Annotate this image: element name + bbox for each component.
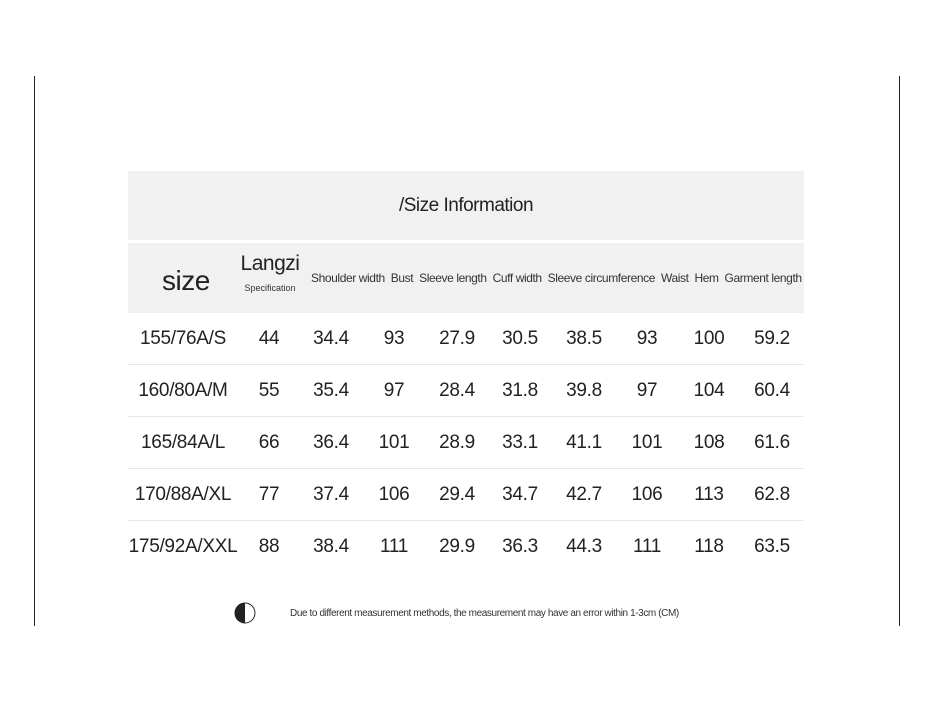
value-cell: 29.9	[439, 536, 475, 557]
table-row	[128, 469, 804, 521]
value-cell: 101	[378, 432, 410, 453]
size-cell: 155/76A/S	[139, 328, 227, 349]
value-cell: 34.7	[502, 484, 538, 505]
header-spec	[238, 249, 302, 293]
value-cell: 60.4	[754, 380, 790, 401]
value-cell: 113	[694, 484, 724, 505]
value-cell: 28.9	[439, 432, 475, 453]
value-cell: 34.4	[313, 328, 349, 349]
header-measure: Sleeve circumference	[547, 271, 656, 285]
value-cell: 101	[631, 432, 663, 453]
value-cell: 44.3	[566, 536, 602, 557]
table-body	[128, 313, 804, 572]
table-title: /Size Information	[128, 171, 804, 240]
value-cell: 59.2	[754, 328, 790, 349]
value-cell: 111	[633, 536, 661, 557]
value-cell: 66	[258, 432, 280, 453]
value-cell: 106	[378, 484, 410, 505]
value-cell: 44	[258, 328, 280, 349]
value-cell: 62.8	[754, 484, 790, 505]
size-cell: 175/92A/XXL	[128, 536, 238, 557]
value-cell: 93	[383, 328, 405, 349]
size-table	[128, 171, 804, 572]
value-cell: 35.4	[313, 380, 349, 401]
value-cell: 100	[693, 328, 725, 349]
value-cell: 97	[636, 380, 658, 401]
frame-right-line	[899, 76, 900, 626]
value-cell: 31.8	[502, 380, 538, 401]
note-text: Due to different measurement methods, the measurement may have an error within 1-3cm (CM)	[290, 607, 679, 619]
measurement-note	[234, 599, 714, 627]
value-cell: 61.6	[754, 432, 790, 453]
table-row	[128, 365, 804, 417]
value-cell: 30.5	[502, 328, 538, 349]
value-cell: 28.4	[439, 380, 475, 401]
header-size-label: size	[162, 265, 210, 296]
table-header	[128, 243, 804, 313]
value-cell: 29.4	[439, 484, 475, 505]
half-circle-icon	[234, 602, 256, 624]
header-measure: Garment length	[724, 271, 802, 285]
table-row	[128, 313, 804, 365]
value-cell: 88	[258, 536, 280, 557]
header-measure: Hem	[694, 271, 719, 285]
value-cell: 93	[636, 328, 658, 349]
table-row	[128, 521, 804, 572]
value-cell: 36.4	[313, 432, 349, 453]
header-measure: Cuff width	[492, 271, 542, 285]
size-cell: 165/84A/L	[141, 432, 225, 453]
value-cell: 27.9	[439, 328, 475, 349]
value-cell: 42.7	[566, 484, 602, 505]
value-cell: 55	[258, 380, 280, 401]
size-cell: 160/80A/M	[138, 380, 228, 401]
value-cell: 118	[694, 536, 724, 557]
header-spec-label: Langzi	[240, 252, 300, 275]
header-measure: Waist	[660, 271, 689, 285]
value-cell: 38.5	[566, 328, 602, 349]
value-cell: 33.1	[502, 432, 538, 453]
value-cell: 108	[693, 432, 725, 453]
table-row	[128, 417, 804, 469]
value-cell: 111	[380, 536, 408, 557]
value-cell: 97	[383, 380, 405, 401]
value-cell: 104	[693, 380, 725, 401]
value-cell: 39.8	[566, 380, 602, 401]
value-cell: 38.4	[313, 536, 349, 557]
header-measures	[311, 271, 805, 285]
header-spec-sub: Specification	[244, 283, 296, 293]
frame-left-line	[34, 76, 35, 626]
value-cell: 77	[258, 484, 280, 505]
value-cell: 106	[631, 484, 663, 505]
value-cell: 63.5	[754, 536, 790, 557]
value-cell: 37.4	[313, 484, 349, 505]
size-cell: 170/88A/XL	[134, 484, 232, 505]
value-cell: 36.3	[502, 536, 538, 557]
value-cell: 41.1	[566, 432, 602, 453]
header-measure: Sleeve length	[419, 271, 487, 285]
header-measure: Bust	[390, 271, 414, 285]
header-measure: Shoulder width	[311, 271, 385, 285]
